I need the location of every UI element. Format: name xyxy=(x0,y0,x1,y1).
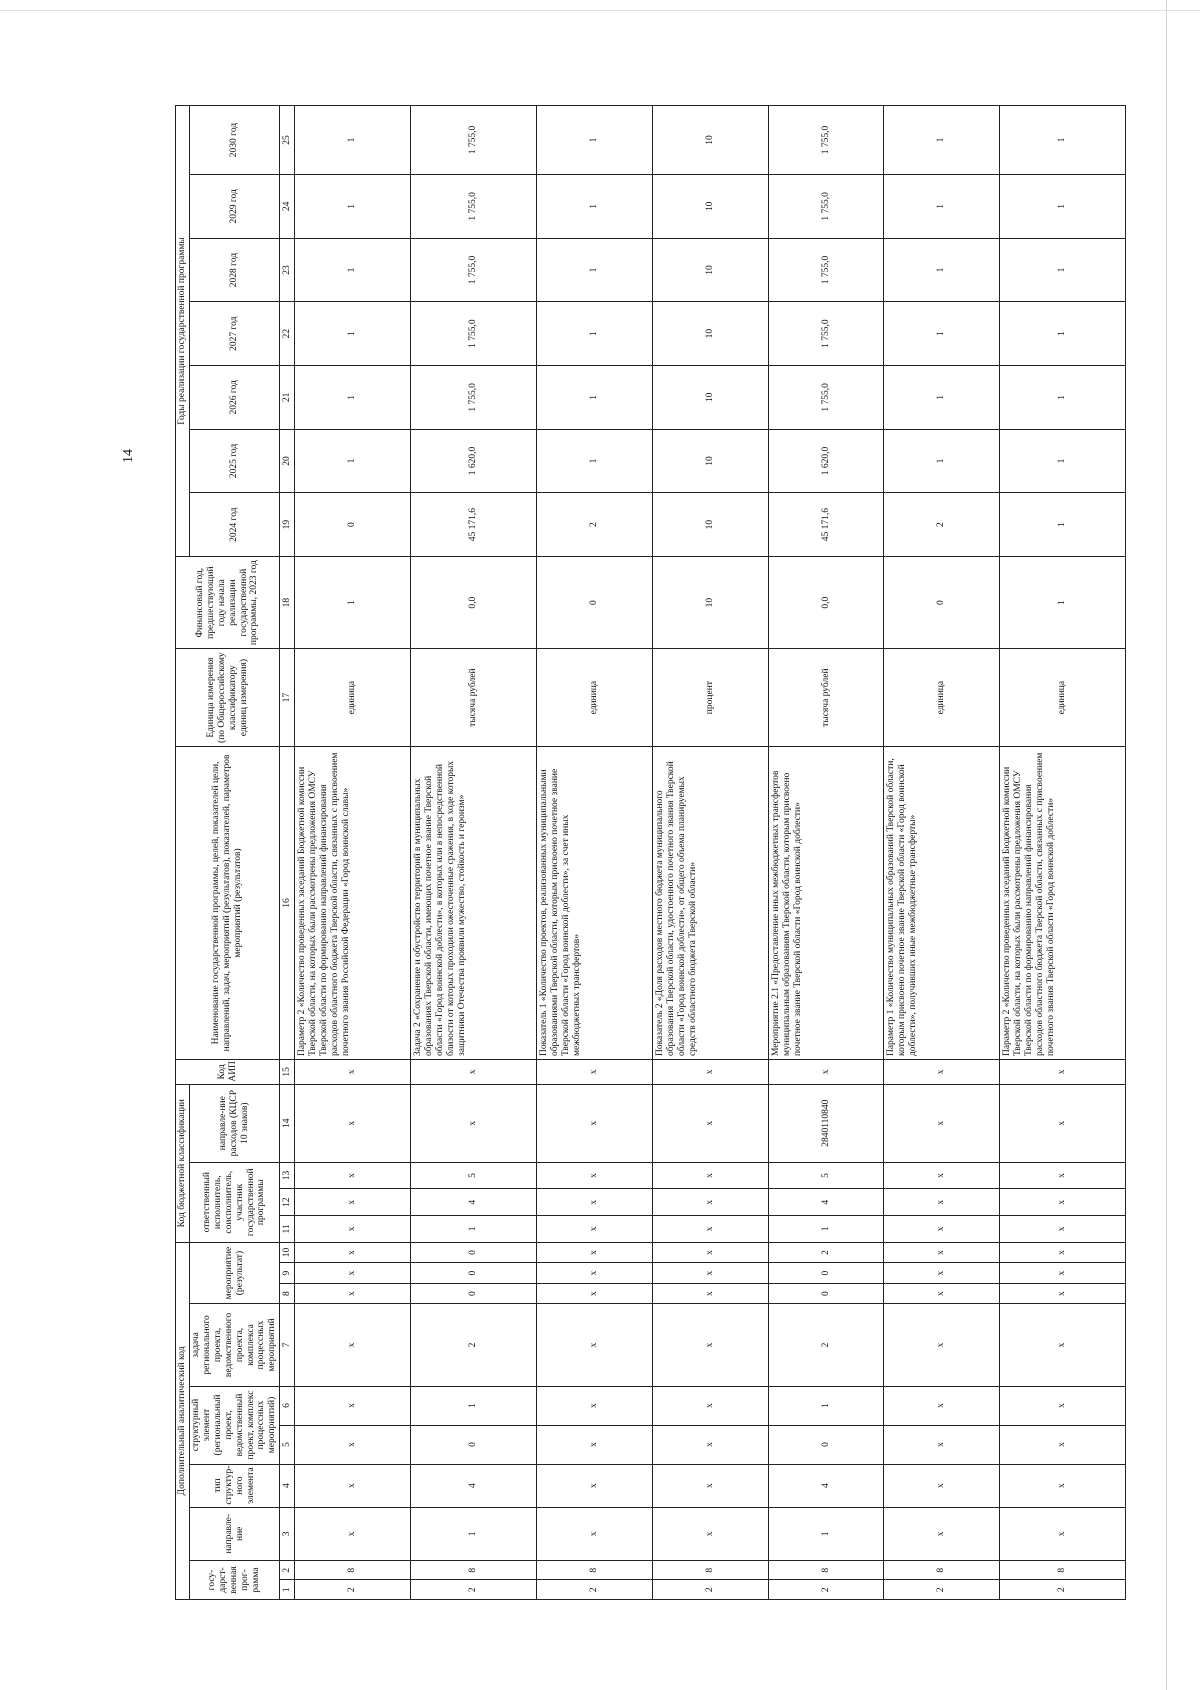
code-cell: x xyxy=(653,1060,769,1085)
column-number: 7 xyxy=(280,1304,295,1386)
code-cell: x xyxy=(537,1242,653,1263)
code-cell: x xyxy=(295,1386,411,1425)
name-cell: Показатель 1 «Количество проектов, реализованных муниципальными образованиями Тверской области, которым присвоено почетное звание Тверской области «Город воинской доблести», за счет иных межбюджетных трансфертов» xyxy=(537,746,653,1059)
year-value-cell: 1 xyxy=(295,302,411,366)
code-cell: 8 xyxy=(295,1561,411,1581)
unit-cell: тысяча рублей xyxy=(768,649,884,747)
table-row xyxy=(295,106,411,1600)
code-cell: 4 xyxy=(410,1464,536,1507)
code-cell: x xyxy=(295,1060,411,1085)
code-cell: x xyxy=(1000,1425,1126,1464)
column-number: 8 xyxy=(280,1283,295,1304)
code-cell: 1 xyxy=(410,1507,536,1560)
year-value-cell: 1 755,0 xyxy=(410,302,536,366)
code-cell: 1 xyxy=(410,1216,536,1243)
header-task: задача регионального проекта, ведомственного проекта, комплекса процессных мероприятий xyxy=(189,1304,279,1386)
year-value-cell: 1 755,0 xyxy=(768,175,884,239)
base-year-cell: 0 xyxy=(537,556,653,648)
column-number-row xyxy=(280,106,295,1600)
column-number: 9 xyxy=(280,1263,295,1284)
year-value-cell: 1 xyxy=(884,175,1000,239)
code-cell: x xyxy=(537,1060,653,1085)
year-value-cell: 1 xyxy=(1000,366,1126,430)
code-cell: x xyxy=(537,1283,653,1304)
base-year-cell: 0,0 xyxy=(410,556,536,648)
code-cell: 5 xyxy=(768,1162,884,1189)
code-cell: x xyxy=(1000,1162,1126,1189)
code-cell: x xyxy=(653,1283,769,1304)
code-cell: 2840110840 xyxy=(768,1084,884,1162)
header-year: 2029 год xyxy=(189,175,279,239)
year-value-cell: 0 xyxy=(295,493,411,557)
year-value-cell: 1 xyxy=(537,106,653,175)
unit-cell: единица xyxy=(1000,649,1126,747)
code-cell: x xyxy=(295,1507,411,1560)
code-cell: x xyxy=(653,1162,769,1189)
code-cell: 2 xyxy=(537,1580,653,1600)
code-cell: 2 xyxy=(768,1580,884,1600)
year-value-cell: 10 xyxy=(653,106,769,175)
column-number: 12 xyxy=(280,1189,295,1216)
code-cell: 0 xyxy=(768,1263,884,1284)
year-value-cell: 1 xyxy=(295,238,411,302)
table-row xyxy=(1000,106,1126,1600)
year-value-cell: 1 xyxy=(884,302,1000,366)
column-number: 6 xyxy=(280,1386,295,1425)
table-row xyxy=(537,106,653,1600)
code-cell: x xyxy=(884,1425,1000,1464)
header-budget-group: Код бюджетной классификации xyxy=(176,1084,190,1242)
header-aip: Код АИП xyxy=(176,1060,280,1085)
code-cell: x xyxy=(1000,1084,1126,1162)
year-value-cell: 2 xyxy=(537,493,653,557)
code-cell: x xyxy=(1000,1464,1126,1507)
code-cell: x xyxy=(1000,1189,1126,1216)
unit-cell: единица xyxy=(295,649,411,747)
year-value-cell: 1 xyxy=(537,429,653,493)
code-cell: 0 xyxy=(768,1425,884,1464)
code-cell: x xyxy=(295,1216,411,1243)
code-cell: x xyxy=(295,1084,411,1162)
year-value-cell: 10 xyxy=(653,366,769,430)
code-cell: x xyxy=(1000,1283,1126,1304)
column-number: 25 xyxy=(280,106,295,175)
code-cell: x xyxy=(884,1304,1000,1386)
column-number: 20 xyxy=(280,429,295,493)
column-number: 4 xyxy=(280,1464,295,1507)
code-cell: x xyxy=(1000,1507,1126,1560)
code-cell: x xyxy=(295,1304,411,1386)
header-row-1 xyxy=(176,106,190,1600)
code-cell: 0 xyxy=(768,1283,884,1304)
code-cell: 1 xyxy=(768,1507,884,1560)
code-cell: 0 xyxy=(410,1283,536,1304)
year-value-cell: 1 620,0 xyxy=(410,429,536,493)
column-number: 10 xyxy=(280,1242,295,1263)
code-cell: 1 xyxy=(768,1386,884,1425)
code-cell: x xyxy=(884,1216,1000,1243)
column-number: 11 xyxy=(280,1216,295,1243)
header-year: 2026 год xyxy=(189,366,279,430)
code-cell: 8 xyxy=(410,1561,536,1581)
code-cell: x xyxy=(653,1464,769,1507)
header-executor: ответственный исполнитель, соисполнитель, участник государственной программы xyxy=(189,1162,279,1242)
code-cell: 8 xyxy=(537,1561,653,1581)
year-value-cell: 10 xyxy=(653,238,769,302)
column-number: 1 xyxy=(280,1580,295,1600)
table-body xyxy=(295,106,1126,1600)
year-value-cell: 1 xyxy=(1000,302,1126,366)
base-year-cell: 1 xyxy=(295,556,411,648)
name-cell: Мероприятие 2.1 «Предоставление иных межбюджетных трансфертов муниципальным образованиям Тверской области, которым присвоено почетное звание Тверской области «Город воинской доблести» xyxy=(768,746,884,1059)
year-value-cell: 1 755,0 xyxy=(768,302,884,366)
code-cell: 1 xyxy=(768,1216,884,1243)
code-cell: x xyxy=(295,1263,411,1284)
unit-cell: единица xyxy=(884,649,1000,747)
year-value-cell: 1 xyxy=(537,366,653,430)
code-cell: 0 xyxy=(410,1242,536,1263)
base-year-cell: 1 xyxy=(1000,556,1126,648)
code-cell: x xyxy=(653,1425,769,1464)
header-year: 2030 год xyxy=(189,106,279,175)
code-cell: 4 xyxy=(410,1189,536,1216)
column-number: 15 xyxy=(280,1060,295,1085)
code-cell: x xyxy=(1000,1216,1126,1243)
year-value-cell: 1 xyxy=(537,175,653,239)
scan-top-rule xyxy=(0,10,1200,11)
code-cell: 5 xyxy=(410,1162,536,1189)
code-cell: 8 xyxy=(884,1561,1000,1581)
table-row xyxy=(768,106,884,1600)
code-cell: x xyxy=(884,1507,1000,1560)
name-cell: Показатель 2 «Доля расходов местного бюджета муниципального образования Тверской области, удостоенного почетного звания Тверской области «Город воинской доблести», от общего объема планируемых средств областного бюджета Тверской области» xyxy=(653,746,769,1059)
column-number: 14 xyxy=(280,1084,295,1162)
year-value-cell: 1 xyxy=(1000,493,1126,557)
base-year-cell: 0 xyxy=(884,556,1000,648)
year-value-cell: 10 xyxy=(653,175,769,239)
code-cell: 0 xyxy=(410,1425,536,1464)
code-cell: x xyxy=(410,1084,536,1162)
header-base-year: Финансовый год, предшествующий году начала реализации государственной программы, 2023 год xyxy=(176,556,280,648)
year-value-cell: 1 xyxy=(295,366,411,430)
code-cell: x xyxy=(653,1304,769,1386)
unit-cell: единица xyxy=(537,649,653,747)
code-cell: x xyxy=(537,1425,653,1464)
code-cell: x xyxy=(884,1189,1000,1216)
header-year: 2028 год xyxy=(189,238,279,302)
year-value-cell: 1 xyxy=(1000,238,1126,302)
year-value-cell: 1 xyxy=(884,238,1000,302)
code-cell: x xyxy=(537,1189,653,1216)
code-cell: 2 xyxy=(1000,1580,1126,1600)
code-cell: 8 xyxy=(653,1561,769,1581)
header-struct-element: структурный элемент (региональный проект, ведомственный проект, комплекс процессных мероприятий) xyxy=(189,1386,279,1464)
year-value-cell: 45 171,6 xyxy=(410,493,536,557)
page-number: 14 xyxy=(121,449,136,463)
year-value-cell: 45 171,6 xyxy=(768,493,884,557)
year-value-cell: 1 xyxy=(884,366,1000,430)
code-cell: x xyxy=(537,1216,653,1243)
code-cell: 2 xyxy=(410,1580,536,1600)
year-value-cell: 10 xyxy=(653,302,769,366)
code-cell: x xyxy=(537,1464,653,1507)
code-cell: x xyxy=(1000,1242,1126,1263)
code-cell: x xyxy=(653,1216,769,1243)
column-number: 2 xyxy=(280,1561,295,1581)
code-cell: 2 xyxy=(768,1242,884,1263)
column-number: 21 xyxy=(280,366,295,430)
header-measure: мероприятие (результат) xyxy=(189,1242,279,1304)
table-row xyxy=(884,106,1000,1600)
code-cell: x xyxy=(1000,1304,1126,1386)
header-analytic-group: Дополнительный аналитический код xyxy=(176,1242,190,1599)
code-cell: 2 xyxy=(653,1580,769,1600)
year-value-cell: 1 755,0 xyxy=(768,238,884,302)
year-value-cell: 1 620,0 xyxy=(768,429,884,493)
code-cell: x xyxy=(537,1507,653,1560)
year-value-cell: 1 xyxy=(537,302,653,366)
code-cell: x xyxy=(768,1060,884,1085)
code-cell: x xyxy=(295,1464,411,1507)
column-number: 17 xyxy=(280,649,295,747)
code-cell: 4 xyxy=(768,1464,884,1507)
year-value-cell: 1 xyxy=(295,429,411,493)
year-value-cell: 1 xyxy=(1000,106,1126,175)
column-number: 5 xyxy=(280,1425,295,1464)
code-cell: 1 xyxy=(410,1386,536,1425)
code-cell: x xyxy=(537,1162,653,1189)
code-cell: 4 xyxy=(768,1189,884,1216)
name-cell: Параметр 2 «Количество проведенных заседаний Бюджетной комиссии Тверской области, на которых были рассмотрены предложения ОМСУ Тверской области по формированию направлений финансирования расходов областного бюджета Тверской области, связанных с присвоением почетного звания Российской Федерации «Город воинской славы» xyxy=(295,746,411,1059)
code-cell: x xyxy=(884,1242,1000,1263)
code-cell: x xyxy=(295,1425,411,1464)
code-cell: x xyxy=(1000,1386,1126,1425)
code-cell: x xyxy=(295,1242,411,1263)
header-years-group: Годы реализации государственной программы xyxy=(176,106,190,557)
code-cell: 8 xyxy=(1000,1561,1126,1581)
year-value-cell: 1 xyxy=(1000,429,1126,493)
year-value-cell: 1 755,0 xyxy=(410,366,536,430)
column-number: 16 xyxy=(280,746,295,1059)
year-value-cell: 10 xyxy=(653,429,769,493)
name-cell: Параметр 1 «Количество муниципальных образований Тверской области, которым присвоено почетное звание Тверской области «Город воинской доблести», получивших иные межбюджетные трансферты» xyxy=(884,746,1000,1059)
code-cell: x xyxy=(410,1060,536,1085)
code-cell: x xyxy=(537,1386,653,1425)
column-number: 24 xyxy=(280,175,295,239)
year-value-cell: 1 xyxy=(1000,175,1126,239)
code-cell: x xyxy=(653,1386,769,1425)
code-cell: x xyxy=(295,1283,411,1304)
year-value-cell: 2 xyxy=(884,493,1000,557)
header-name: Наименование государственной программы, целей, показателей цели, направлений, задач, мероприятий (результатов), показателей, параметров мероприятий (результатов) xyxy=(176,746,280,1059)
year-value-cell: 1 xyxy=(537,238,653,302)
name-cell: Параметр 2 «Количество проведенных заседаний Бюджетной комиссии Тверской области, на которых были рассмотрены предложения ОМСУ Тверской области по формированию направлений финансирования расходов областного бюджета Тверской области, связанных с присвоением почетного звания Тверской области «Город воинской доблести» xyxy=(1000,746,1126,1059)
header-struct-type: тип структур-ного элемента xyxy=(189,1464,279,1507)
year-value-cell: 1 xyxy=(884,429,1000,493)
code-cell: x xyxy=(884,1386,1000,1425)
code-cell: x xyxy=(1000,1263,1126,1284)
header-direction: направле-ние xyxy=(189,1507,279,1560)
code-cell: x xyxy=(537,1084,653,1162)
year-value-cell: 1 xyxy=(295,175,411,239)
base-year-cell: 10 xyxy=(653,556,769,648)
code-cell: x xyxy=(653,1263,769,1284)
rotated-page-viewport xyxy=(175,105,1068,1600)
code-cell: 2 xyxy=(410,1304,536,1386)
code-cell: x xyxy=(1000,1060,1126,1085)
code-cell: x xyxy=(653,1242,769,1263)
code-cell: x xyxy=(884,1263,1000,1284)
year-value-cell: 1 755,0 xyxy=(768,366,884,430)
code-cell: x xyxy=(537,1304,653,1386)
unit-cell: процент xyxy=(653,649,769,747)
program-indicators-table xyxy=(175,105,1126,1600)
header-year: 2027 год xyxy=(189,302,279,366)
code-cell: x xyxy=(884,1084,1000,1162)
code-cell: x xyxy=(884,1060,1000,1085)
code-cell: 0 xyxy=(410,1263,536,1284)
header-expense: направле-ние расходов (КЦСР 10 знаков) xyxy=(189,1084,279,1162)
code-cell: x xyxy=(653,1084,769,1162)
column-number: 13 xyxy=(280,1162,295,1189)
code-cell: x xyxy=(884,1464,1000,1507)
code-cell: 2 xyxy=(884,1580,1000,1600)
code-cell: x xyxy=(295,1162,411,1189)
code-cell: x xyxy=(537,1263,653,1284)
year-value-cell: 1 xyxy=(884,106,1000,175)
code-cell: x xyxy=(295,1189,411,1216)
base-year-cell: 0,0 xyxy=(768,556,884,648)
code-cell: 2 xyxy=(768,1304,884,1386)
unit-cell: тысяча рублей xyxy=(410,649,536,747)
column-number: 18 xyxy=(280,556,295,648)
column-number: 22 xyxy=(280,302,295,366)
header-year: 2025 год xyxy=(189,429,279,493)
year-value-cell: 10 xyxy=(653,493,769,557)
name-cell: Задача 2 «Сохранение и обустройство территорий в муниципальных образованиях Тверской области, имеющих почетное звание Тверской области «Город воинской доблести», в которых или в непосредственной близости от которых проходили ожесточенные сражения, в ходе которых защитники Отечества проявили мужество, стойкость и героизм» xyxy=(410,746,536,1059)
year-value-cell: 1 755,0 xyxy=(768,106,884,175)
year-value-cell: 1 755,0 xyxy=(410,238,536,302)
code-cell: 2 xyxy=(295,1580,411,1600)
year-value-cell: 1 755,0 xyxy=(410,106,536,175)
year-value-cell: 1 xyxy=(295,106,411,175)
table-row xyxy=(410,106,536,1600)
code-cell: x xyxy=(884,1283,1000,1304)
table-row xyxy=(653,106,769,1600)
code-cell: x xyxy=(653,1507,769,1560)
header-year: 2024 год xyxy=(189,493,279,557)
code-cell: 8 xyxy=(768,1561,884,1581)
column-number: 19 xyxy=(280,493,295,557)
column-number: 23 xyxy=(280,238,295,302)
column-number: 3 xyxy=(280,1507,295,1560)
scan-edge-line xyxy=(1166,0,1167,1690)
header-gos-program: госу-дарст-венная прог-рамма xyxy=(189,1561,279,1600)
code-cell: x xyxy=(653,1189,769,1216)
header-unit: Единица измерения (по Общероссийскому классификатору единиц измерения) xyxy=(176,649,280,747)
code-cell: x xyxy=(884,1162,1000,1189)
year-value-cell: 1 755,0 xyxy=(410,175,536,239)
